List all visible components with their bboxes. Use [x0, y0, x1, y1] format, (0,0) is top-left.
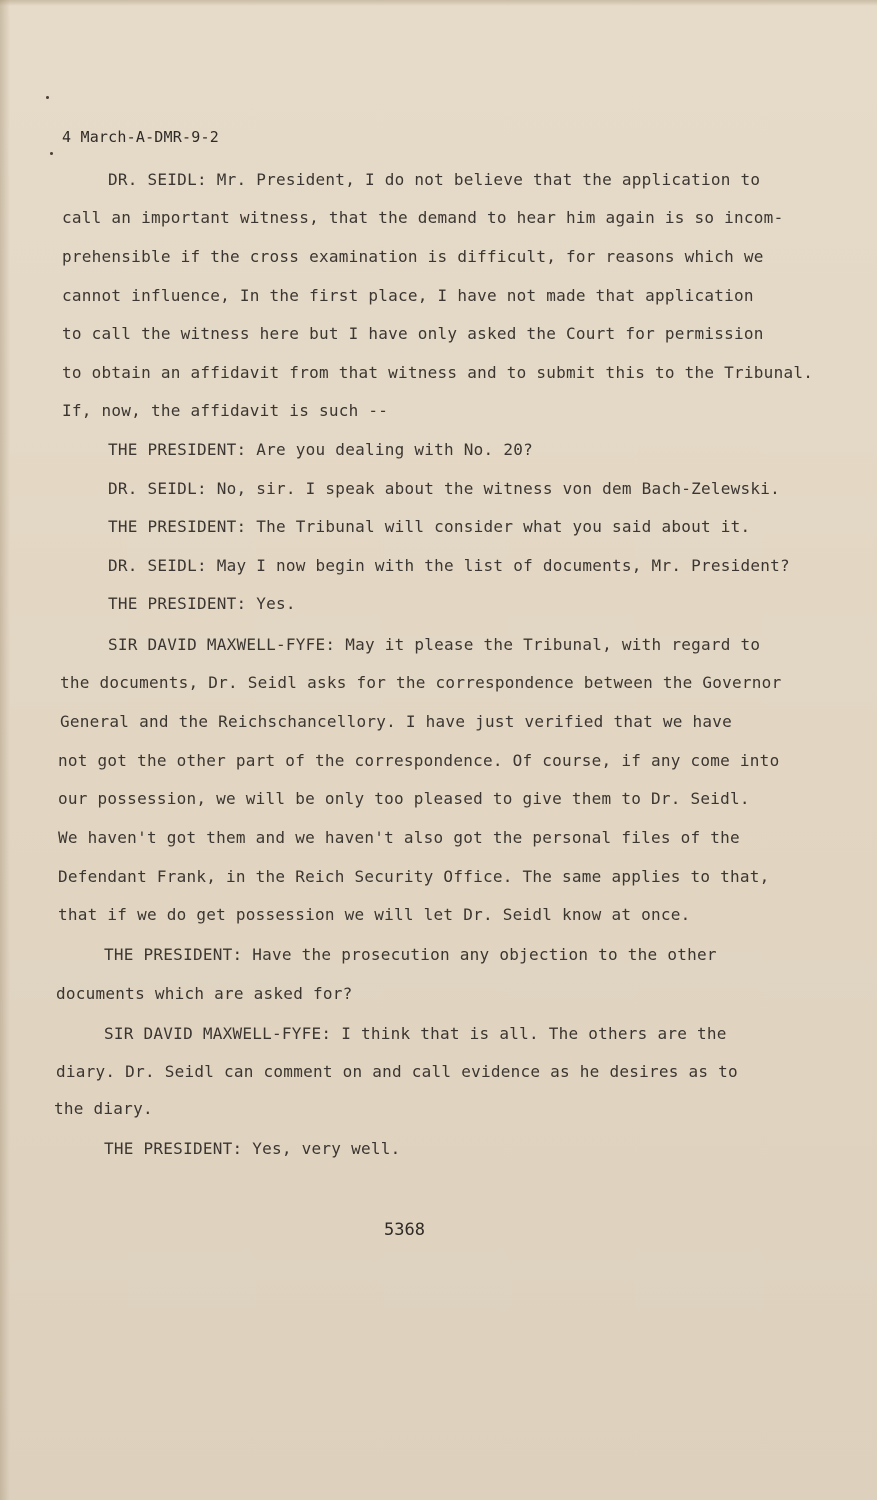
text-line: not got the other part of the correspondence. Of course, if any come into [58, 751, 780, 770]
text-line: SIR DAVID MAXWELL-FYFE: I think that is all. The others are the [104, 1024, 727, 1043]
text-line: call an important witness, that the demand to hear him again is so incom- [62, 208, 784, 227]
text-line: to obtain an affidavit from that witness and to submit this to the Tribunal. [62, 363, 814, 382]
text-line: the documents, Dr. Seidl asks for the correspondence between the Governor [60, 673, 782, 692]
text-line: our possession, we will be only too pleased to give them to Dr. Seidl. [58, 789, 750, 808]
text-line: DR. SEIDL: No, sir. I speak about the witness von dem Bach-Zelewski. [108, 479, 781, 498]
text-line: THE PRESIDENT: Have the prosecution any objection to the other [104, 945, 717, 964]
ink-speck [46, 96, 49, 99]
text-line: the diary. [54, 1099, 153, 1118]
text-line: If, now, the affidavit is such -- [62, 401, 389, 420]
text-line: cannot influence, In the first place, I have not made that application [62, 286, 754, 305]
page-edge-shadow-left [0, 0, 10, 1500]
page-number: 5368 [384, 1220, 425, 1240]
ink-speck [50, 152, 53, 155]
text-line: to call the witness here but I have only asked the Court for permission [62, 324, 764, 343]
text-line: SIR DAVID MAXWELL-FYFE: May it please the Tribunal, with regard to [108, 635, 761, 654]
text-line: We haven't got them and we haven't also got the personal files of the [58, 828, 740, 847]
text-line: DR. SEIDL: May I now begin with the list of documents, Mr. President? [108, 556, 790, 575]
text-line: prehensible if the cross examination is difficult, for reasons which we [62, 247, 764, 266]
text-line: THE PRESIDENT: Yes, very well. [104, 1139, 401, 1158]
text-line: General and the Reichschancellory. I have just verified that we have [60, 712, 733, 731]
text-line: THE PRESIDENT: Yes. [108, 594, 296, 613]
text-line: DR. SEIDL: Mr. President, I do not believe that the application to [108, 170, 761, 189]
page-edge-shadow-top [0, 0, 877, 6]
text-line: Defendant Frank, in the Reich Security Office. The same applies to that, [58, 867, 770, 886]
text-line: THE PRESIDENT: Are you dealing with No. 20? [108, 440, 533, 459]
text-line: THE PRESIDENT: The Tribunal will consider what you said about it. [108, 517, 751, 536]
text-line: documents which are asked for? [56, 984, 353, 1003]
document-identifier: 4 March-A-DMR-9-2 [62, 128, 219, 146]
text-line: that if we do get possession we will let Dr. Seidl know at once. [58, 905, 691, 924]
text-line: diary. Dr. Seidl can comment on and call evidence as he desires as to [56, 1062, 738, 1081]
